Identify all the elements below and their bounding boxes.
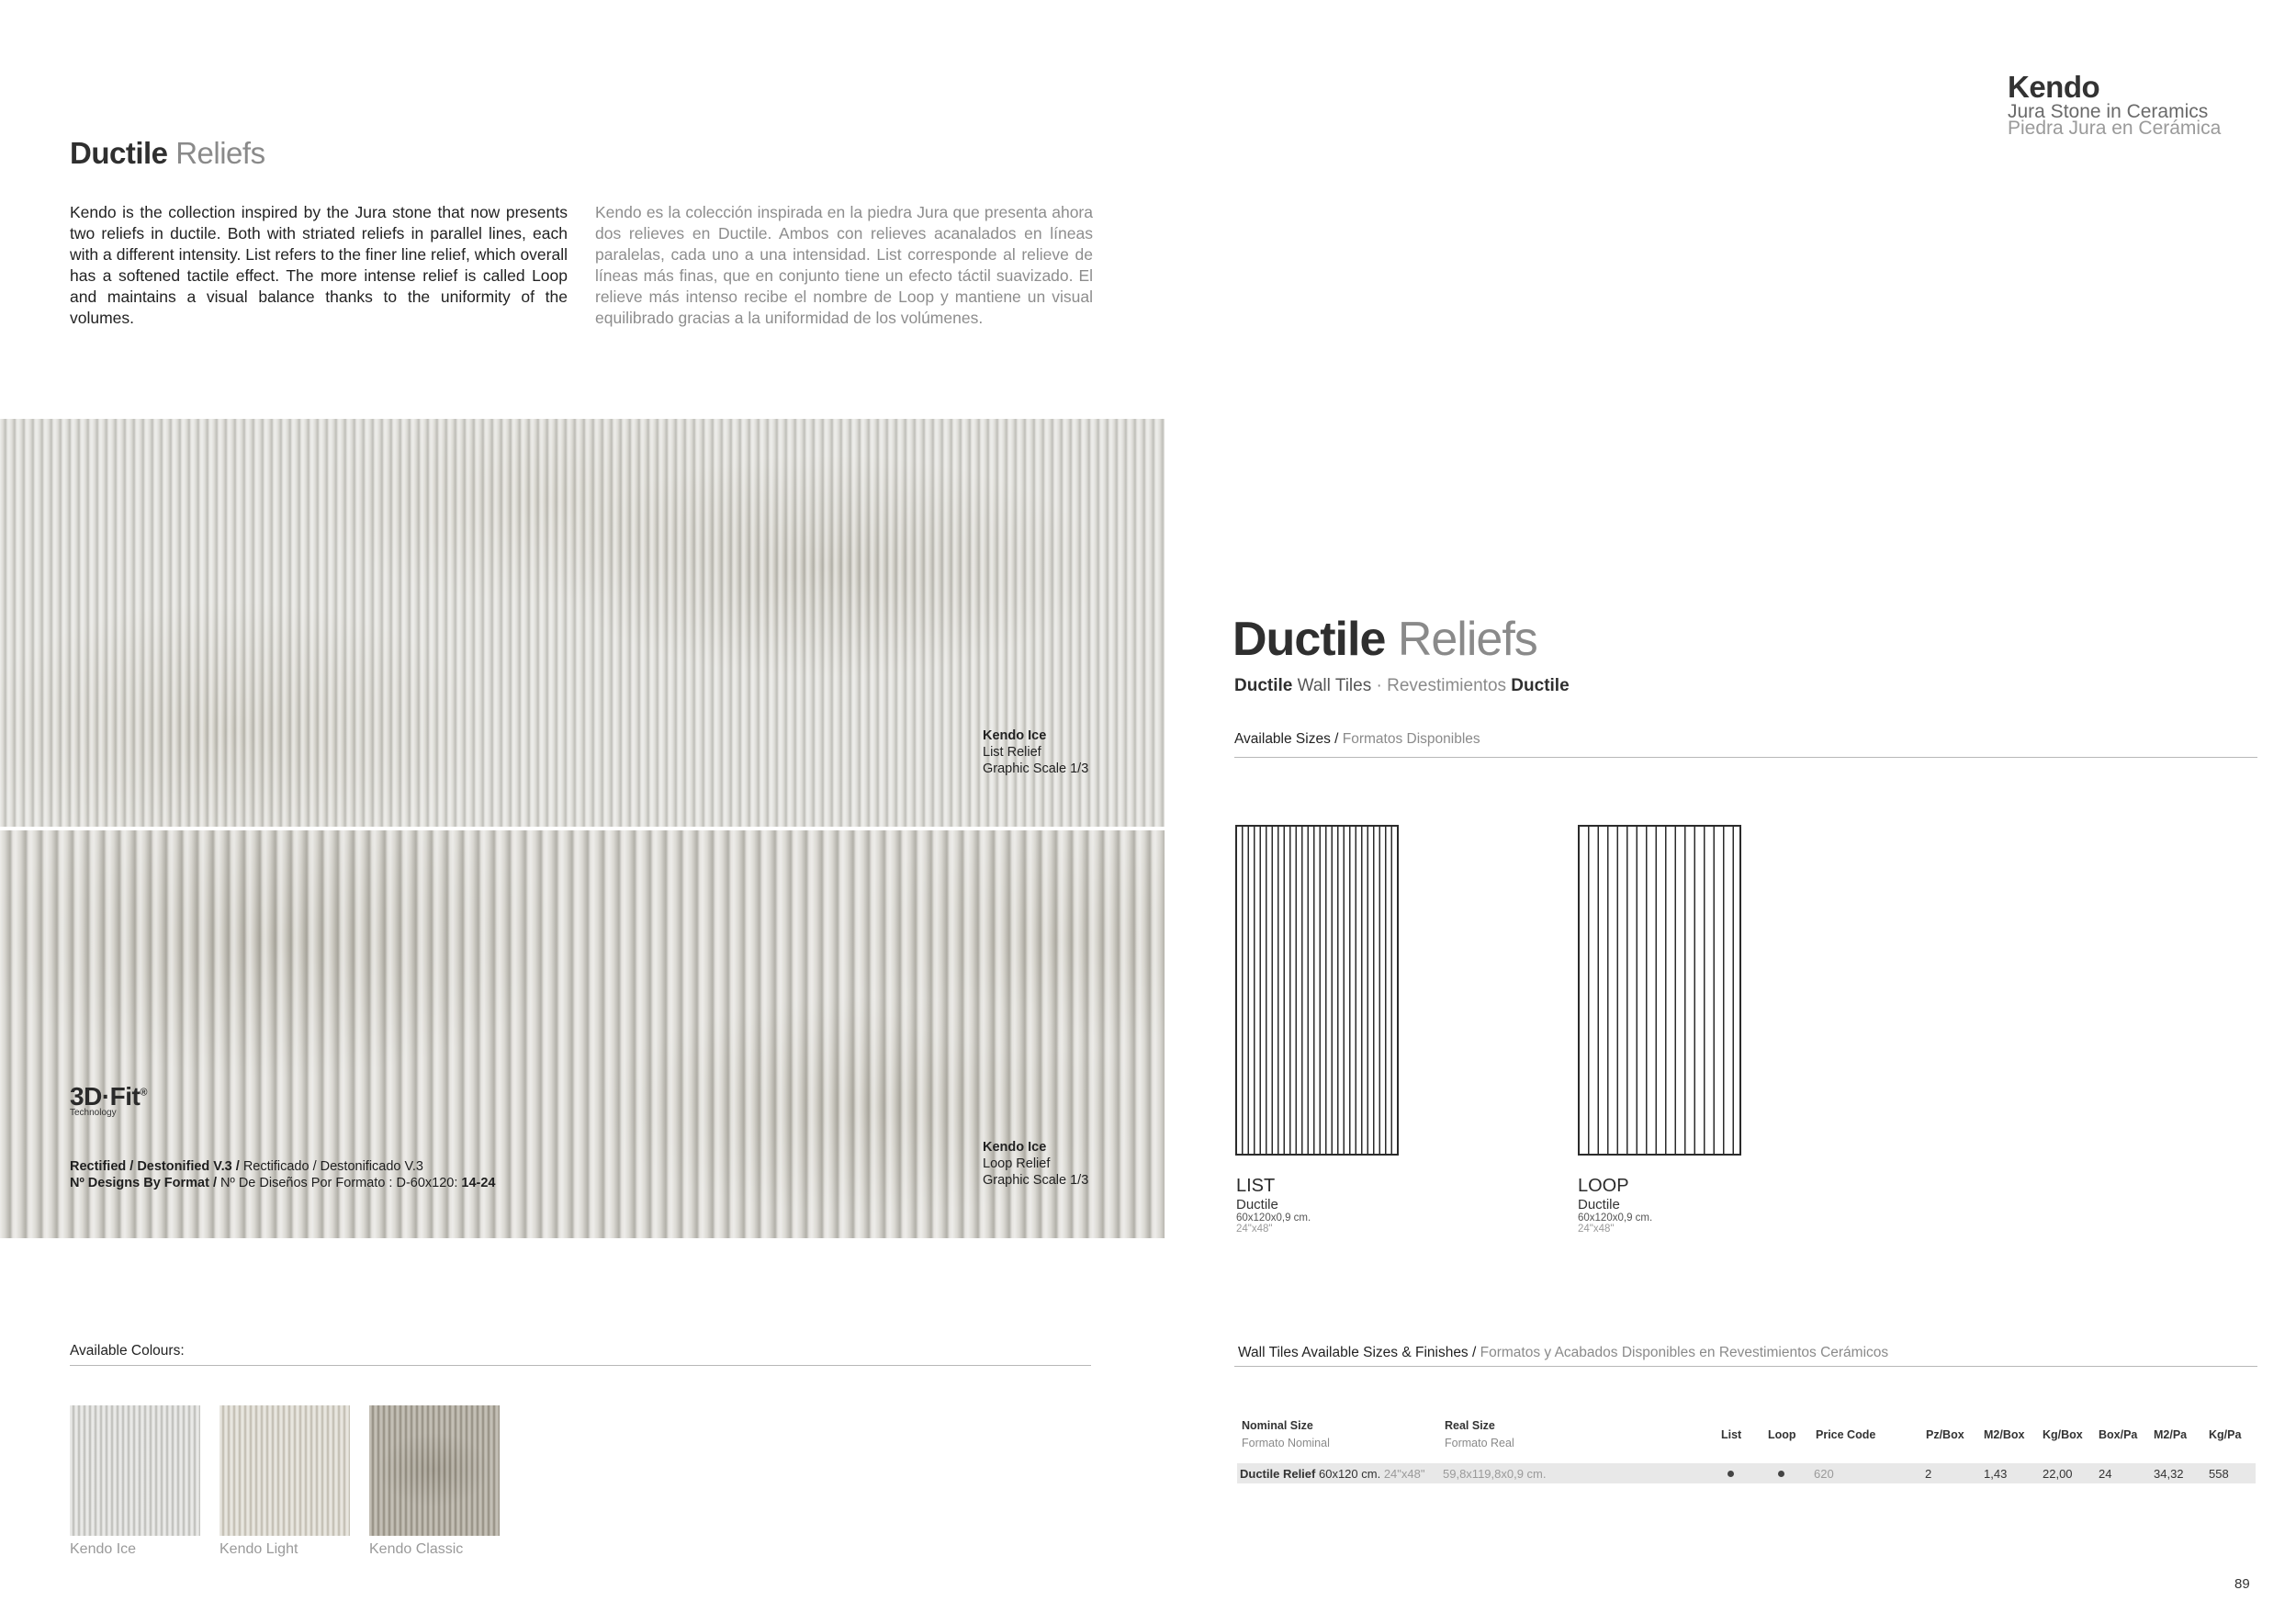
cell-kgbox: 22,00 <box>2043 1467 2073 1481</box>
spec-rectified-es: Rectificado / Destonificado V.3 <box>242 1159 423 1174</box>
brand-tagline-es: Piedra Jura en Cerámica <box>2008 118 2222 139</box>
page-title-bold: Ductile <box>70 136 168 170</box>
list-available-dot <box>1728 1471 1734 1477</box>
brand-tagline-en: Jura Stone in Ceramics <box>2008 101 2209 122</box>
registered-mark: ® <box>140 1087 147 1099</box>
product-title-bold: Ductile <box>1232 613 1386 666</box>
tile-finish: Ductile <box>1236 1197 1278 1212</box>
sizes-label <box>1234 731 1480 748</box>
caption-name: Kendo Ice <box>983 1140 1047 1155</box>
tile-finish: Ductile <box>1578 1197 1620 1212</box>
th-kgbox: Kg/Box <box>2043 1428 2083 1441</box>
cell-pzbox: 2 <box>1925 1467 1932 1481</box>
sizes-divider <box>1234 757 2257 758</box>
intro-text-es: Kendo es la colección inspirada en la piedra Jura que presenta ahora dos relieves en Ductile. Ambos con relieves acanalados en líneas paralelas, cada uno a una intensidad. List corresponde al relieve de líneas más finas, que en conjunto tiene un efecto táctil suavizado. El relieve más intenso recibe el nombre de Loop y mantiene un visual equilibrado gracias a la uniformidad de los volúmenes. <box>595 203 1093 327</box>
subtitle-bold-2: Ductile <box>1511 676 1570 695</box>
subtitle-revestimientos: · Revestimientos <box>1376 676 1507 695</box>
th-pzbox: Pz/Box <box>1926 1428 1964 1441</box>
page-title-light: Reliefs <box>175 136 265 170</box>
product-title-light: Reliefs <box>1397 613 1537 666</box>
page-number: 89 <box>2234 1576 2250 1592</box>
product-title <box>1232 612 1537 667</box>
spec-rectified-en: Rectified / Destonified V.3 / <box>70 1159 240 1174</box>
colours-label: Available Colours: <box>70 1343 185 1359</box>
caption-relief: Loop Relief <box>983 1156 1051 1171</box>
swatch-kendo-light <box>219 1405 350 1536</box>
swatch-label: Kendo Ice <box>70 1541 137 1557</box>
tile-loop-info <box>1578 1176 1652 1235</box>
cell-boxpa: 24 <box>2099 1467 2112 1481</box>
spec-designs-es: Nº De Diseños Por Formato : D-60x120: <box>220 1176 458 1190</box>
subtitle-wall-tiles: Wall Tiles <box>1297 676 1372 695</box>
cell-nominal <box>1240 1467 1424 1481</box>
3d-fit-logo-text: 3D·Fit <box>70 1082 141 1111</box>
th-loop: Loop <box>1768 1428 1796 1441</box>
brand-title: Kendo <box>2008 70 2100 104</box>
table-divider <box>1234 1366 2257 1367</box>
cell-m2pa: 34,32 <box>2154 1467 2184 1481</box>
th-nominal-es: Formato Nominal <box>1242 1437 1330 1449</box>
sizes-label-en: Available Sizes / <box>1234 731 1339 747</box>
swatch-label: Kendo Classic <box>369 1541 464 1557</box>
th-price: Price Code <box>1816 1428 1876 1441</box>
table-label-es: Formatos y Acabados Disponibles en Revestimientos Cerámicos <box>1480 1345 1889 1360</box>
3d-fit-technology: Technology <box>70 1108 117 1118</box>
caption-name: Kendo Ice <box>983 728 1047 743</box>
th-kgpa: Kg/Pa <box>2209 1428 2242 1441</box>
th-nominal: Nominal Size <box>1242 1419 1313 1432</box>
spec-rectified <box>70 1159 423 1174</box>
th-real-es: Formato Real <box>1445 1437 1514 1449</box>
subtitle-bold-1: Ductile <box>1234 676 1293 695</box>
cell-m2box: 1,43 <box>1984 1467 2008 1481</box>
tile-list-info <box>1236 1176 1311 1235</box>
table-label-en: Wall Tiles Available Sizes & Finishes / <box>1238 1345 1477 1360</box>
th-m2box: M2/Box <box>1984 1428 2025 1441</box>
cell-real-size: 59,8x119,8x0,9 cm. <box>1443 1467 1547 1481</box>
product-subtitle <box>1234 676 1570 696</box>
sizes-label-es: Formatos Disponibles <box>1342 731 1480 747</box>
tile-name: LOOP <box>1578 1176 1629 1196</box>
spec-designs-en: Nº Designs By Format / <box>70 1176 217 1190</box>
colours-divider <box>70 1365 1091 1366</box>
tile-name: LIST <box>1236 1176 1276 1196</box>
cell-nominal-inches: 24"x48" <box>1383 1467 1425 1481</box>
spec-designs <box>70 1176 496 1190</box>
intro-text-en: Kendo is the collection inspired by the Jura stone that now presents two reliefs in ductile. Both with striated reliefs in parallel lines, each with a different intensity. List refers to the finer line relief, which overall has a softened tactile effect. The more intense relief is called Loop and maintains a visual balance thanks to the uniformity of the volumes. <box>70 203 568 327</box>
tile-inches: 24"x48" <box>1578 1224 1615 1235</box>
table-label <box>1238 1345 1888 1361</box>
spec-designs-value: 14-24 <box>461 1176 496 1190</box>
th-list: List <box>1721 1428 1742 1441</box>
loop-available-dot <box>1778 1471 1784 1477</box>
photo-bottom-caption <box>983 1139 1088 1189</box>
cell-kgpa: 558 <box>2209 1467 2229 1481</box>
th-m2pa: M2/Pa <box>2154 1428 2188 1441</box>
caption-relief: List Relief <box>983 745 1041 760</box>
th-real: Real Size <box>1445 1419 1495 1432</box>
caption-scale: Graphic Scale 1/3 <box>983 1173 1089 1188</box>
cell-price: 620 <box>1814 1467 1834 1481</box>
tile-size: 60x120x0,9 cm. <box>1578 1212 1653 1224</box>
tile-inches: 24"x48" <box>1236 1224 1273 1235</box>
swatch-kendo-ice <box>70 1405 200 1536</box>
caption-scale: Graphic Scale 1/3 <box>983 761 1089 776</box>
th-boxpa: Box/Pa <box>2099 1428 2138 1441</box>
tile-size: 60x120x0,9 cm. <box>1236 1212 1311 1224</box>
cell-nominal-size: 60x120 cm. <box>1318 1467 1381 1481</box>
photo-top-caption <box>983 727 1088 777</box>
tile-list-diagram <box>1235 825 1399 1156</box>
swatch-kendo-classic <box>369 1405 500 1536</box>
cell-product-name: Ductile Relief <box>1240 1467 1316 1481</box>
swatch-label: Kendo Light <box>219 1541 298 1557</box>
tile-loop-diagram <box>1578 825 1741 1156</box>
photo-list-relief <box>0 419 1165 827</box>
page-title <box>70 136 265 171</box>
